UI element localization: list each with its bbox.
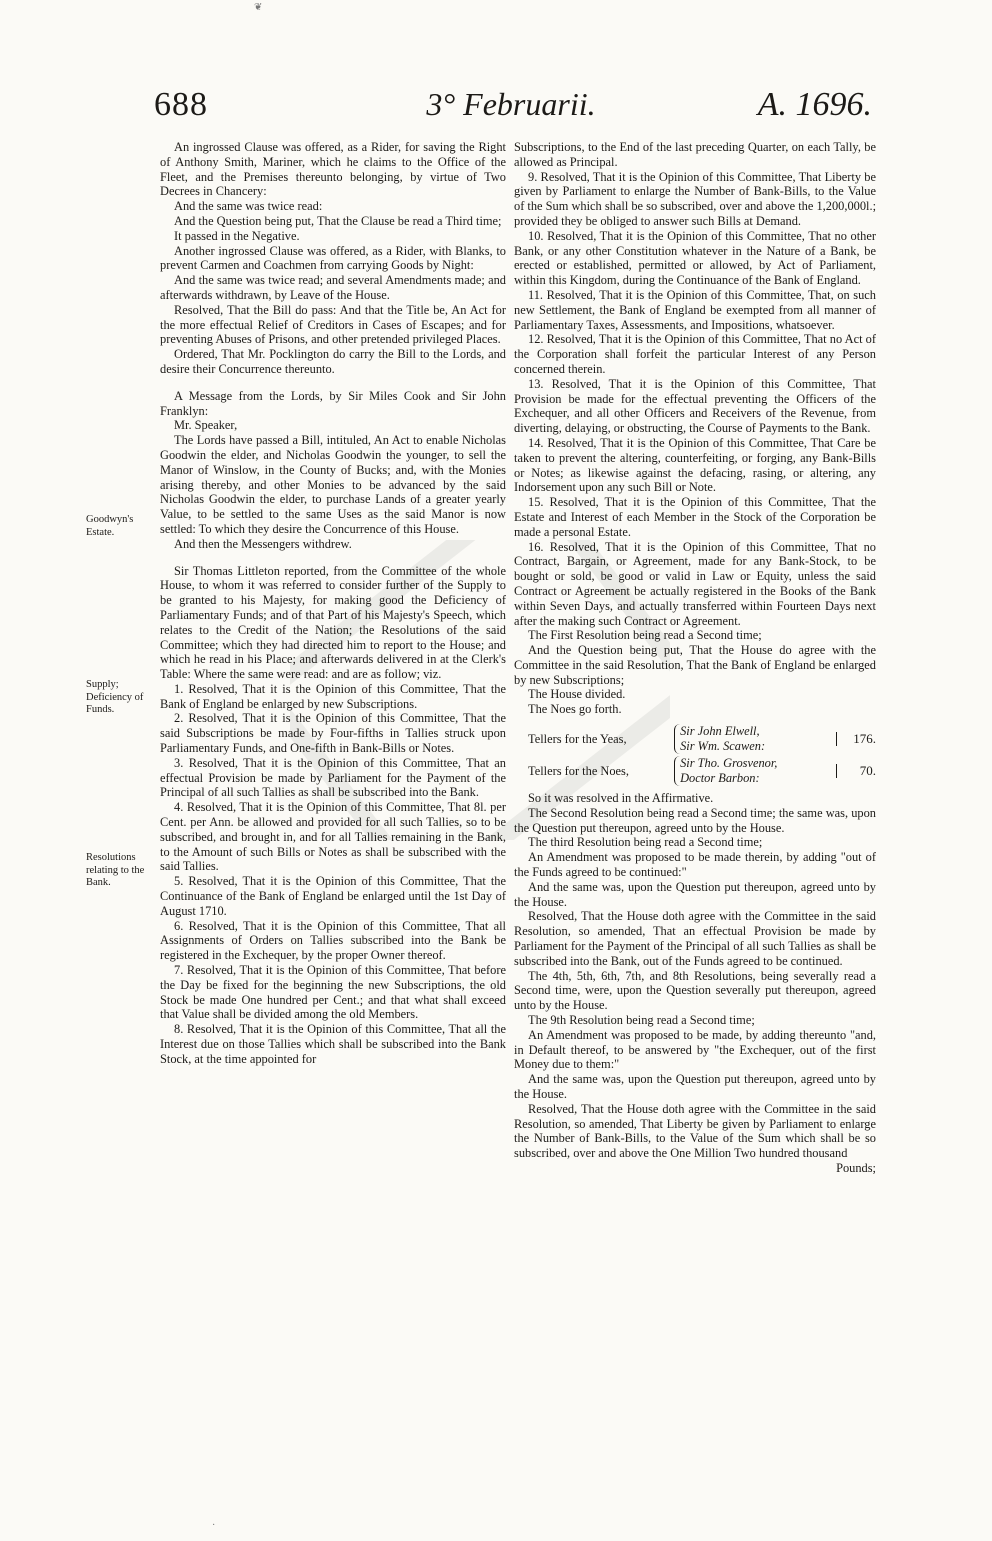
catchword: Pounds; [836, 1161, 876, 1175]
page-number: 688 [154, 86, 208, 123]
paragraph: 1. Resolved, That it is the Opinion of this Committee, That the Bank of England be enlarged by new Subscriptions. [160, 681, 506, 711]
paragraph: 11. Resolved, That it is the Opinion of this Committee, That, on such new Settlement, the Bank of England be exempted from all manner of Parliamentary Taxes, Assessments, and Impositions, whatsoever. [514, 287, 876, 332]
paragraph: And then the Messengers withdrew. [174, 536, 352, 551]
paragraph: And the same was twice read; and several Amendments made; and afterwards withdrawn, by Leave of the House. [160, 273, 506, 302]
paragraph: An Amendment was proposed to be made, by adding thereunto "and, in Default thereof, to be answered by "the Exchequer, out of the first Money due to them:" [514, 1027, 876, 1072]
page-date: 3° Februarii. [426, 86, 596, 122]
tellers-label: Tellers for the Noes, [528, 763, 629, 778]
tellers-yeas-row [528, 723, 876, 755]
paragraph: And the Question being put, That the House do agree with the Committee in the said Resolution, That the Bank of England be enlarged by new Subscriptions; [514, 643, 876, 687]
paragraph: Ordered, That Mr. Pocklington do carry the Bill to the Lords, and desire their Concurrence thereunto. [160, 347, 506, 376]
teller-name: Sir Tho. Grosvenor, [680, 756, 778, 771]
tellers-names [674, 756, 836, 786]
paragraph: The House divided. [528, 687, 626, 702]
tellers-table [528, 723, 876, 787]
margin-note-goodwyn: Goodwyn's Estate. [86, 514, 134, 538]
paragraph: 13. Resolved, That it is the Opinion of this Committee, That Provision be made for the effectual preventing the Officers of the Exchequer, and all other Officers and Receivers of the Revenue, from diverting, delaying, or obstructing, the Course of Payments to the Bank. [514, 376, 876, 436]
paragraph: 16. Resolved, That it is the Opinion of this Committee, That no Contract, Bargain, or Agreement, made for any Bank-Stock, to be bought or sold, be good or valid in Law or Equity, unless the said Contract or Agreement be actually registered in the Books of the Bank within Seven Days, and actually transferred within Fourteen Days next after the making such Contract or Agreement. [514, 539, 876, 628]
paragraph: 15. Resolved, That it is the Opinion of this Committee, That the Estate and Interest of each Member in the Stock of the Corporation be made a personal Estate. [514, 495, 876, 539]
margin-note-supply: Supply; Deficiency of Funds. [86, 679, 144, 715]
paragraph: Sir Thomas Littleton reported, from the Committee of the whole House, to whom it was referred to consider further of the Supply to be granted to his Majesty, for making good the Deficiency of Parliamentary Funds; and of that Part of his Majesty's Speech, which relates to the Credit of the Nation; the Resolutions of the said Committee; which they had directed him to report to the House; and which he read in his Place; and afterwards delivered in at the Clerk's Table: Where the same were read: and are as follow; viz. [160, 563, 506, 682]
paragraph: Another ingrossed Clause was offered, as a Rider, with Blanks, to prevent Carmen and Coachmen from carrying Goods by Night: [160, 243, 506, 273]
paragraph: The Lords have passed a Bill, intituled, An Act to enable Nicholas Goodwin the elder, and Nicholas Goodwin the younger, to sell the Manor of Winslow, in the County of Bucks; and, with the Monies arising thereby, and other Monies to be advanced by the said Nicholas Goodwin the elder, to purchase Lands of a greater yearly Value, to be settled to the same Uses as the said Manor is now settled: To which they desire the Concurrence of this House. [160, 433, 506, 536]
tellers-label: Tellers for the Yeas, [528, 731, 627, 746]
paragraph: A Message from the Lords, by Sir Miles Cook and Sir John Franklyn: [160, 388, 506, 418]
paragraph: An ingrossed Clause was offered, as a Rider, for saving the Right of Anthony Smith, Mariner, which he claims to the Office of the Fleet, and the Premises thereunto belonging, by virtue of Two Decrees in Chancery: [160, 140, 506, 199]
page-year: A. 1696. [757, 86, 872, 123]
paragraph: It passed in the Negative. [174, 228, 300, 243]
paragraph: And the Question being put, That the Clause be read a Third time; [174, 213, 502, 228]
paragraph: 5. Resolved, That it is the Opinion of this Committee, That the Continuance of the Bank of England be enlarged until the 1st Day of August 1710. [160, 874, 506, 918]
paragraph: 4. Resolved, That it is the Opinion of this Committee, That 8l. per Cent. per Ann. be allowed and provided for all such Tallies, so to be subscribed, and brought in, and for all Tallies remaining in the Bank, to the Amount of such Bills or Notes as shall be subscribed with the said Tallies. [160, 800, 506, 874]
paragraph: Subscriptions, to the End of the last preceding Quarter, on each Tally, be allowed as Principal. [514, 140, 876, 169]
right-column [514, 140, 876, 1176]
paragraph: The Noes go forth. [528, 702, 622, 717]
paragraph: 7. Resolved, That it is the Opinion of this Committee, That before the Day be fixed for the beginning the new Subscriptions, the old Stock be made One hundred per Cent.; and that what shall exceed that Value shall be divided among the old Members. [160, 963, 506, 1022]
left-column [160, 140, 506, 1067]
teller-name: Doctor Barbon: [680, 771, 760, 786]
paragraph: 9. Resolved, That it is the Opinion of this Committee, That Liberty be given by Parliament to enlarge the Number of Bank-Bills, to the Value of the Sum which shall be so subscribed, over and above the 1,200,000l.; provided they be obliged to answer such Bills at Demand. [514, 169, 877, 228]
paragraph: 3. Resolved, That it is the Opinion of this Committee, That an effectual Provision be made by Parliament for the Payment of the Principal of all such Tallies as shall be subscribed into the Bank. [160, 755, 506, 800]
tellers-noes-row [528, 755, 876, 787]
paragraph: And the same was, upon the Question put thereupon, agreed unto by the House. [514, 879, 876, 909]
paragraph: The Second Resolution being read a Second time; the same was, upon the Question put thereupon, agreed unto by the House. [514, 805, 876, 835]
paragraph: 8. Resolved, That it is the Opinion of this Committee, That all the Interest due on those Tallies which shall be subscribed into the Bank Stock, at the time appointed for [160, 1022, 506, 1066]
paragraph: 12. Resolved, That it is the Opinion of this Committee, That no Act of the Corporation shall forfeit the particular Interest of any Person concerned therein. [514, 332, 876, 376]
teller-name: Sir Wm. Scawen: [680, 739, 766, 754]
paragraph: The third Resolution being read a Second time; [528, 835, 763, 850]
paragraph: Resolved, That the House doth agree with the Committee in the said Resolution, so amended, That Liberty be given by Parliament to enlarge the Number of Bank-Bills, to the Value of the Sum which shall be so subscribed, over and above the One Million Two hundred thousand [514, 1101, 876, 1161]
paragraph: So it was resolved in the Affirmative. [528, 791, 714, 806]
paragraph: 10. Resolved, That it is the Opinion of this Committee, That no other Bank, or any other Constitution whatever in the Nature of a Bank, be erected or established, permitted or allowed, by Act of Parliament, within this Kingdom, during the Continuance of the Bank of England. [514, 228, 876, 288]
tellers-count: 70. [836, 764, 876, 779]
paragraph: An Amendment was proposed to be made therein, by adding "out of the Funds agreed to be continued:" [514, 850, 876, 880]
paragraph: Resolved, That the House doth agree with the Committee in the said Resolution, so amended, That an effectual Provision be made by Parliament for the Payment of the Principal of all such Tallies as shall be subscribed into the Bank, out of the Funds agreed to be continued. [514, 909, 876, 968]
teller-name: Sir John Elwell, [680, 724, 760, 739]
paragraph: 14. Resolved, That it is the Opinion of this Committee, That Care be taken to prevent the altering, counterfeiting, or forging, any Bank-Bills or Notes; as likewise against the defacing, rasing, or altering, any Indorsement upon any such Bill or Note. [514, 435, 876, 495]
paragraph: And the same was twice read: [174, 199, 323, 214]
margin-note-bank: Resolutions relating to the Bank. [86, 852, 145, 888]
paragraph: The 9th Resolution being read a Second time; [528, 1013, 755, 1028]
paragraph: The First Resolution being read a Second time; [528, 628, 762, 643]
ink-mark-icon: ❦ [254, 2, 263, 13]
paragraph: 2. Resolved, That it is the Opinion of this Committee, That the said Subscriptions be made by Four-fifths in Tallies struck upon Parliamentary Funds, and One-fifth in Bank-Bills or Notes. [160, 711, 506, 756]
paragraph: The 4th, 5th, 6th, 7th, and 8th Resolutions, being severally read a Second time, were, upon the Question severally put thereupon, agreed unto by the House. [514, 968, 876, 1013]
tellers-names [674, 724, 836, 754]
paragraph: 6. Resolved, That it is the Opinion of this Committee, That all Assignments of Orders on Tallies subscribed into the Bank be registered in the Exchequer, by the proper Owner thereof. [160, 918, 506, 963]
paragraph: And the same was, upon the Question put thereupon, agreed unto by the House. [514, 1072, 876, 1102]
ink-dot-icon: · [212, 1520, 216, 1531]
paragraph: Resolved, That the Bill do pass: And that the Title be, An Act for the more effectual Relief of Creditors in Cases of Escapes; and for preventing Abuses of Prisons, and other pretended privileged Places. [160, 302, 506, 347]
paragraph: Mr. Speaker, [174, 418, 238, 433]
tellers-count: 176. [836, 732, 876, 747]
page-header [150, 86, 872, 130]
